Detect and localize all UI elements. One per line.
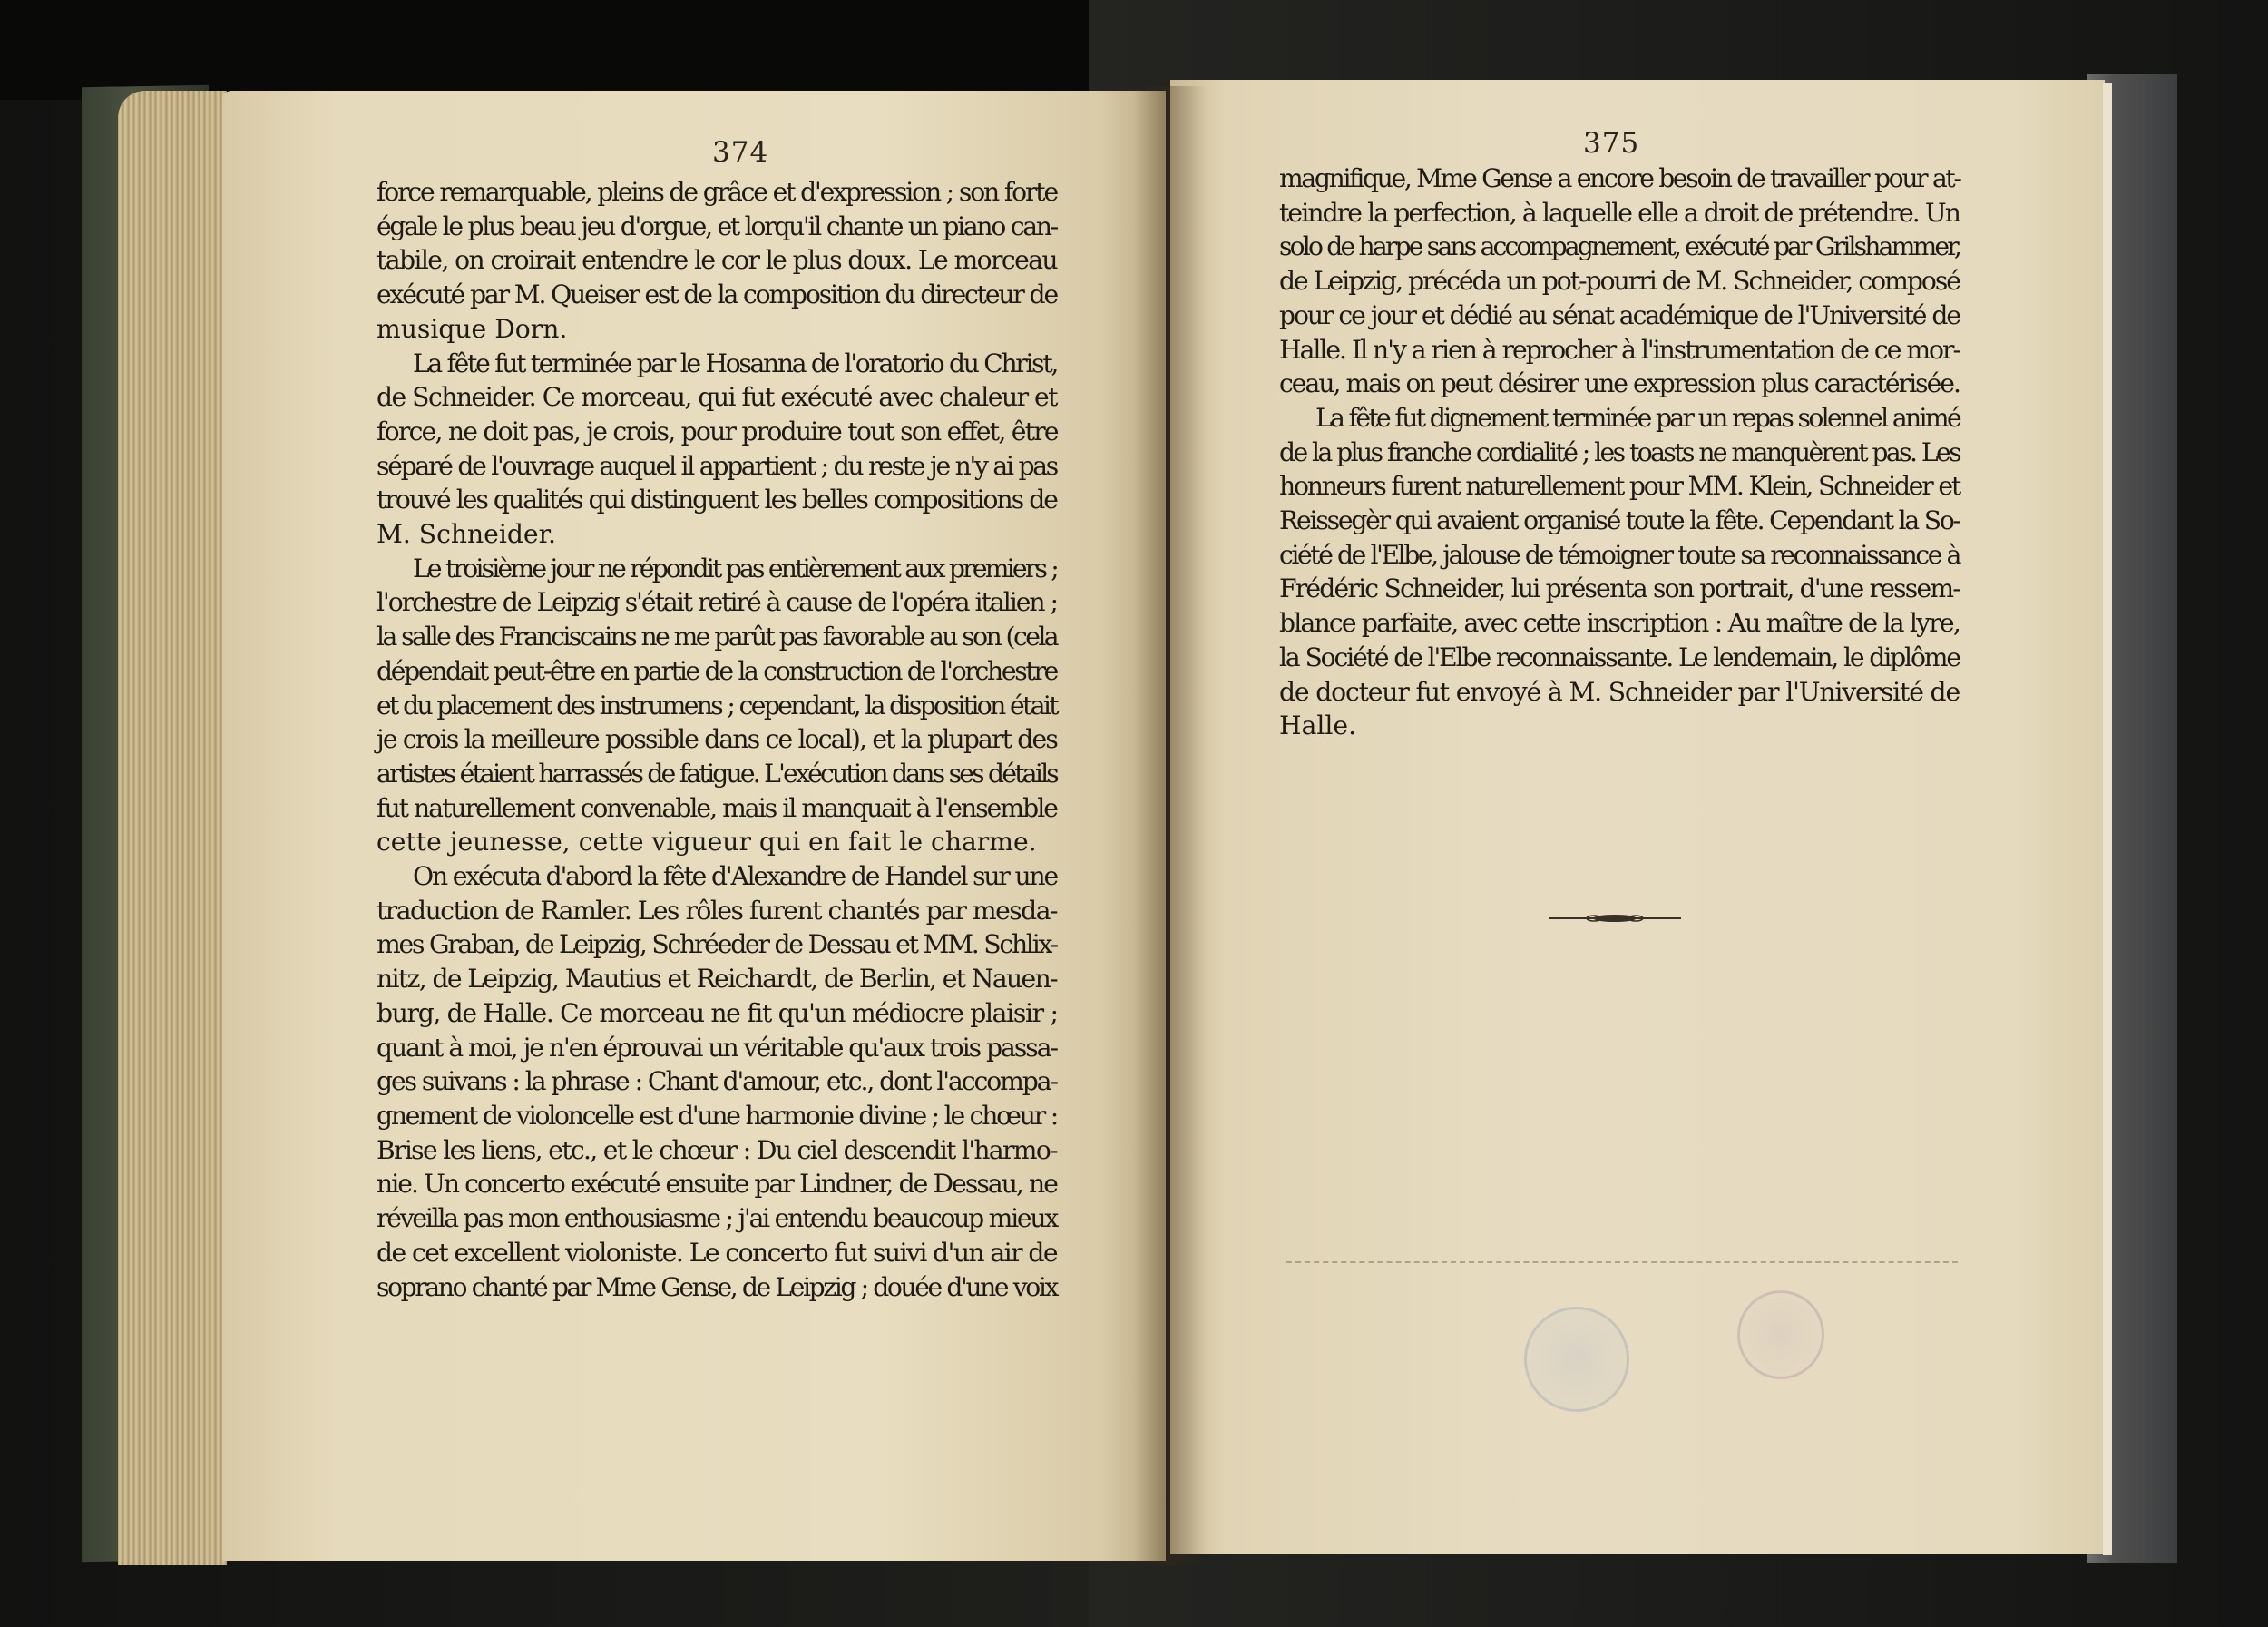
text-column-left xyxy=(376,175,1057,1304)
text-line: gnement de violoncelle est d'une harmonie divine ; le chœur : xyxy=(376,1100,1057,1131)
text-line: M. Schneider. xyxy=(376,519,556,550)
text-line: fut naturellement convenable, mais il manquait à l'ensemble xyxy=(376,792,1057,823)
text-line: de cet excellent violoniste. Le concerto fut suivi d'un air de xyxy=(376,1237,1058,1268)
library-stamp-icon xyxy=(1737,1290,1824,1379)
text-line: ciété de l'Elbe, jalouse de témoigner toute sa reconnaissance à xyxy=(1279,539,1960,570)
text-line: Reissegèr qui avaient organisé toute la fête. Cependant la So- xyxy=(1279,505,1960,536)
text-line: la salle des Franciscains ne me parût pas favorable au son (cela xyxy=(376,622,1057,652)
book-gutter xyxy=(1134,86,1207,1565)
text-line: force, ne doit pas, je crois, pour produire tout son effet, être xyxy=(376,416,1058,446)
text-line: solo de harpe sans accompagnement, exécuté par Grilshammer, xyxy=(1279,231,1960,262)
text-line: La fête fut terminée par le Hosanna de l'oratorio du Christ, xyxy=(413,348,1057,378)
show-through-rule xyxy=(1286,1261,1958,1265)
text-line: nie. Un concerto exécuté ensuite par Lindner, de Dessau, ne xyxy=(376,1169,1057,1200)
text-line: égale le plus beau jeu d'orgue, et lorqu'il chante un piano can- xyxy=(376,211,1057,241)
text-line: et du placement des instrumens ; cependant, la disposition était xyxy=(376,690,1057,720)
text-line: On exécuta d'abord la fête d'Alexandre de Handel sur une xyxy=(413,861,1057,892)
page-edges xyxy=(118,91,227,1565)
text-line: de docteur fut envoyé à M. Schneider par l'Université de xyxy=(1279,676,1960,707)
text-line: Le troisième jour ne répondit pas entièrement aux premiers ; xyxy=(413,553,1057,583)
text-line: teindre la perfection, à laquelle elle a droit de prétendre. Un xyxy=(1279,197,1960,228)
page-edge-right xyxy=(2103,83,2112,1555)
text-line: de Schneider. Ce morceau, qui fut exécuté avec chaleur et xyxy=(376,382,1057,413)
background-shadow xyxy=(0,0,1089,100)
text-line: cette jeunesse, cette vigueur qui en fait le charme. xyxy=(376,827,1037,858)
text-line: ceau, mais on peut désirer une expression plus caractérisée. xyxy=(1279,368,1960,399)
text-line: dépendait peut-être en partie de la construction de l'orchestre xyxy=(376,655,1058,686)
text-line: Brise les liens, etc., et le chœur : Du ciel descendit l'harmo- xyxy=(376,1134,1057,1165)
text-line: musique Dorn. xyxy=(376,313,568,344)
text-line: soprano chanté par Mme Gense, de Leipzig ; douée d'une voix xyxy=(376,1271,1057,1302)
text-line: blance parfaite, avec cette inscription : Au maître de la lyre, xyxy=(1279,608,1960,639)
text-line: réveilla pas mon enthousiasme ; j'ai entendu beaucoup mieux xyxy=(376,1203,1057,1234)
page-number-right: 375 xyxy=(1583,127,1640,160)
text-line: artistes étaient harrassés de fatigue. L'exécution dans ses détails xyxy=(376,758,1058,789)
ornament-divider xyxy=(1547,911,1683,926)
text-line: nitz, de Leipzig, Mautius et Reichardt, de Berlin, et Nauen- xyxy=(376,964,1057,995)
text-line: traduction de Ramler. Les rôles furent chantés par mesda- xyxy=(376,895,1057,926)
text-line: force remarquable, pleins de grâce et d'expression ; son forte xyxy=(376,177,1057,207)
text-line: honneurs furent naturellement pour MM. Klein, Schneider et xyxy=(1279,471,1960,502)
text-line: La fête fut dignement terminée par un repas solennel animé xyxy=(1315,402,1960,433)
text-line: Frédéric Schneider, lui présenta son portrait, d'une ressem- xyxy=(1279,573,1960,604)
text-line: la Société de l'Elbe reconnaissante. Le lendemain, le diplôme xyxy=(1279,642,1960,672)
text-line: magnifique, Mme Gense a encore besoin de travailler pour at- xyxy=(1279,163,1960,193)
text-line: Halle. xyxy=(1279,711,1357,741)
text-line: je crois la meilleure possible dans ce local), et la plupart des xyxy=(376,724,1057,755)
text-line: ges suivans : la phrase : Chant d'amour, etc., dont l'accompa- xyxy=(376,1066,1057,1097)
text-line: séparé de l'ouvrage auquel il appartient ; du reste je n'y ai pas xyxy=(376,450,1057,481)
text-line: quant à moi, je n'en éprouvai un véritable qu'aux trois passa- xyxy=(376,1032,1057,1063)
text-line: trouvé les qualités qui distinguent les belles compositions de xyxy=(376,485,1057,515)
text-line: tabile, on croirait entendre le cor le plus doux. Le morceau xyxy=(376,245,1057,276)
text-line: Halle. Il n'y a rien à reprocher à l'instrumentation de ce mor- xyxy=(1279,334,1960,365)
page-number-left: 374 xyxy=(712,136,769,169)
text-column-right xyxy=(1279,162,1960,743)
text-line: exécuté par M. Queiser est de la composition du directeur de xyxy=(376,279,1057,310)
text-line: de Leipzig, précéda un pot-pourri de M. Schneider, composé xyxy=(1279,266,1960,297)
library-stamp-icon xyxy=(1524,1307,1629,1412)
text-line: pour ce jour et dédié au sénat académique de l'Université de xyxy=(1279,299,1960,330)
text-line: burg, de Halle. Ce morceau ne fit qu'un médiocre plaisir ; xyxy=(376,997,1058,1028)
text-line: de la plus franche cordialité ; les toasts ne manquèrent pas. Les xyxy=(1279,436,1960,467)
text-line: mes Graban, de Leipzig, Schréeder de Dessau et MM. Schlix- xyxy=(376,929,1057,960)
text-line: l'orchestre de Leipzig s'était retiré à cause de l'opéra italien ; xyxy=(376,587,1057,618)
